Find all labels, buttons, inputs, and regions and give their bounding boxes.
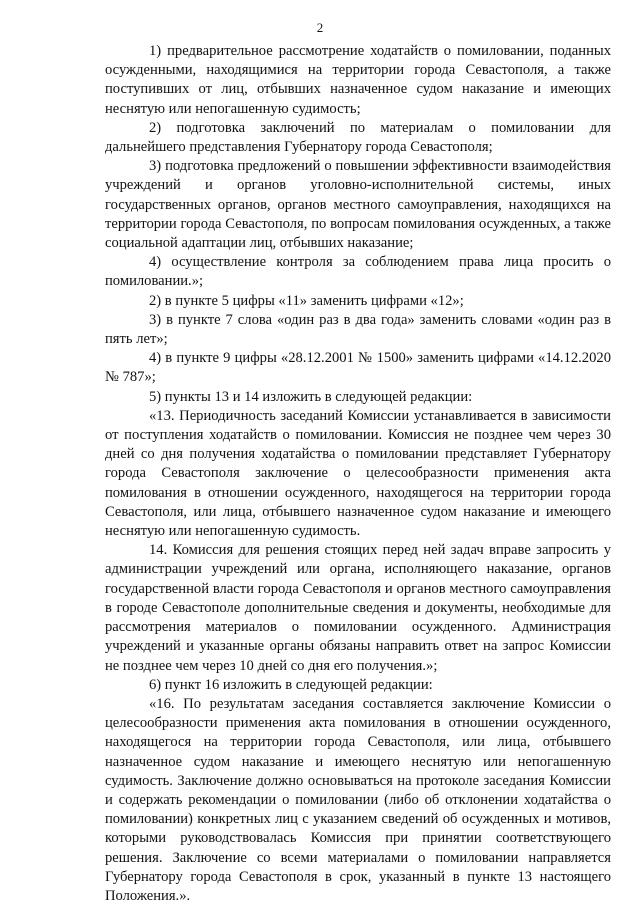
page-number: 2 xyxy=(316,20,324,35)
paragraph-amendment-point-7: 3) в пункте 7 слова «один раз в два года» заменить словами «один раз в пять лет»; xyxy=(105,311,611,348)
paragraph-item-1-preliminary-review: 1) предварительное рассмотрение ходатайств о помиловании, поданных осужденными, находящимися на территории города Севастополя, а также поступивших от лиц, отбывших назначенное судом наказание и имеющих неснятую или непогашенную судимость; xyxy=(105,43,611,117)
paragraph-item-4-control: 4) осуществление контроля за соблюдением права лица просить о помиловании.»; xyxy=(105,254,611,290)
paragraph-clause-13: «13. Периодичность заседаний Комиссии устанавливается в зависимости от поступления ходатайств о помиловании. Комиссия не позднее чем через 30 дней со дня получения ходатайства о помиловании представляет Губернатору города Севастополя заключение о целесообразности применения акта помилования в отношении осужденного, находящегося на территории города Севастополя, или лица, отбывшего назначенное судом наказание и имеющего неснятую или непогашенную судимость. xyxy=(105,407,611,540)
paragraph-item-3-proposals: 3) подготовка предложений о повышении эффективности взаимодействия учреждений и органов уголовно-исполнительной системы, иных государственных органов, органов местного самоуправления, находящихся на территории города Севастополя, по вопросам помилования осужденных, а также социальной адаптации лиц, отбывших наказание; xyxy=(105,158,611,252)
paragraph-amendment-points-13-14: 5) пункты 13 и 14 изложить в следующей редакции: xyxy=(149,388,473,405)
paragraph-amendment-point-16: 6) пункт 16 изложить в следующей редакции: xyxy=(149,676,433,693)
paragraph-amendment-point-9: 4) в пункте 9 цифры «28.12.2001 № 1500» заменить цифрами «14.12.2020 № 787»; xyxy=(105,350,611,386)
paragraph-amendment-point-5: 2) в пункте 5 цифры «11» заменить цифрами «12»; xyxy=(149,292,464,309)
paragraph-clause-16: «16. По результатам заседания составляется заключение Комиссии о целесообразности применения акта помилования в отношении осужденного, находящегося на территории города Севастополя, или лица, отбывшего назначенное судом наказание и имеющего неснятую или непогашенную судимость. Заключение должно основываться на протоколе заседания Комиссии и содержать рекомендации о помиловании (либо об отклонении ходатайства о помиловании) конкретных лиц с указанием сведений об осужденных и мотивов, которыми руководствовалась Комиссия при принятии соответствующего решения. Заключение со всеми материалами о помиловании направляется Губернатору города Севастополя в срок, указанный в пункте 13 настоящего Положения.». xyxy=(105,695,611,904)
document-body xyxy=(105,42,611,906)
paragraph-clause-14: 14. Комиссия для решения стоящих перед ней задач вправе запросить у администрации учреждений или органа, исполняющего наказание, органов государственной власти города Севастополя и органов местного самоуправления в городе Севастополе дополнительные сведения и документы, необходимые для рассмотрения материалов о помиловании осужденного. Администрация учреждений и указанные органы обязаны направить ответ на запрос Комиссии не позднее чем через 10 дней со дня его получения.»; xyxy=(105,542,611,674)
paragraph-item-2-conclusions: 2) подготовка заключений по материалам о помиловании для дальнейшего представления Губернатору города Севастополя; xyxy=(105,119,611,156)
